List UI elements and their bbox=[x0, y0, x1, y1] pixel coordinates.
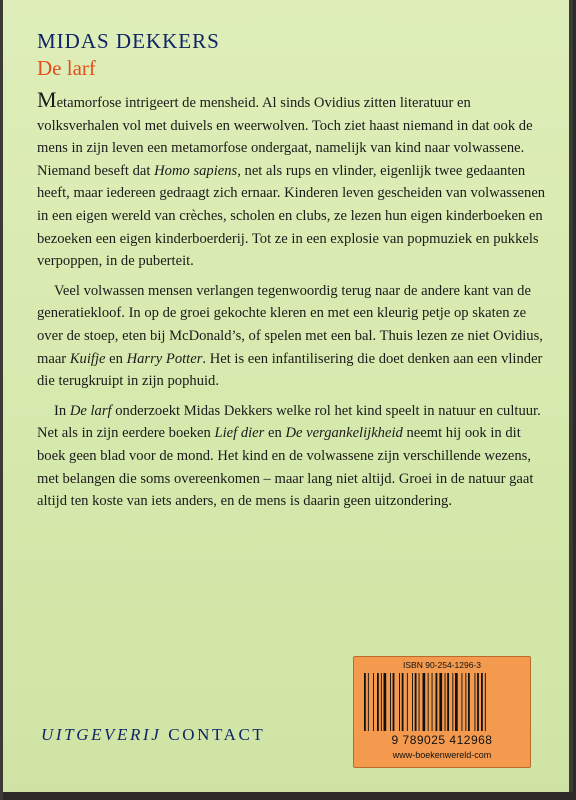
publisher-plain: CONTACT bbox=[168, 725, 266, 744]
barcode-bar bbox=[423, 673, 426, 731]
barcode-bar bbox=[364, 673, 366, 731]
barcode-bar bbox=[412, 673, 413, 731]
blurb-paragraph bbox=[37, 400, 549, 513]
text-run: onderzoekt Midas Dekkers welke rol het kind speelt in natuur en cultuur. Net als in zijn eerdere boeken bbox=[37, 402, 541, 442]
barcode-bar bbox=[381, 673, 382, 731]
barcode-bar bbox=[462, 673, 463, 731]
blurb-text bbox=[37, 87, 549, 520]
barcode-bar bbox=[485, 673, 486, 731]
barcode-bar bbox=[428, 673, 429, 731]
text-run: etamorfose intrigeert de mensheid. Al sinds Ovidius zitten literatuur en volksverhalen vol met duivels en weerwolven. Toch ziet haast niemand in dat ook de mens in zijn leven een metamorfose ondergaat, namelijk van kind naar volwassene. Niemand beseft dat bbox=[37, 95, 533, 179]
barcode-bar bbox=[436, 673, 438, 731]
barcode-digits: 9 789025 412968 bbox=[391, 733, 493, 747]
barcode-bar bbox=[402, 673, 404, 731]
text-run: en bbox=[264, 425, 286, 442]
blurb-paragraph bbox=[37, 280, 549, 393]
barcode-bar bbox=[399, 673, 400, 731]
barcode-bar bbox=[407, 673, 408, 731]
text-run: , net als rups en vlinder, eigenlijk twee gedaanten heeft, maar iedereen gedraagt zich ernaar. Kinderen leven gescheiden van volwassenen in een eigen wereld van crèches, scholen en clubs, ze lezen hun eigen kinderboeken en bezoeken een eigen kinderboerderij. Tot ze in een explosie van popmuziek en pukkels verpoppen, in de puberteit. bbox=[37, 162, 546, 270]
book-title: De larf bbox=[37, 56, 96, 80]
barcode-sticker bbox=[353, 656, 531, 768]
barcode-bar bbox=[447, 673, 449, 731]
barcode-bar bbox=[432, 673, 433, 731]
barcode-bar bbox=[377, 673, 379, 731]
author-name: MIDAS DEKKERS bbox=[37, 29, 220, 53]
barcode-bar bbox=[373, 673, 374, 731]
barcode-bar bbox=[393, 673, 395, 731]
text-run: In bbox=[54, 402, 70, 419]
barcode-bar bbox=[477, 673, 479, 731]
bookshop-url: www-boekenwereld-com bbox=[392, 750, 492, 760]
publisher-italic: UITGEVERIJ bbox=[41, 725, 162, 744]
text-run: . Het is een infantilisering die doet denken aan een vlinder die terugkruipt in zijn pophuid. bbox=[37, 350, 543, 390]
blurb-paragraph bbox=[37, 87, 549, 273]
barcode-bar bbox=[415, 673, 417, 731]
barcode-icon bbox=[362, 673, 522, 731]
barcode-bar bbox=[465, 673, 466, 731]
barcode-bar bbox=[475, 673, 476, 731]
barcode-bar bbox=[452, 673, 453, 731]
barcode-bar bbox=[445, 673, 446, 731]
drop-cap: M bbox=[37, 87, 57, 112]
barcode-bar bbox=[481, 673, 483, 731]
text-run: en bbox=[105, 350, 127, 367]
publisher-name bbox=[41, 725, 265, 745]
back-cover bbox=[3, 0, 573, 792]
text-run: Veel volwassen mensen verlangen tegenwoordig terug naar de andere kant van de generatiekloof. In op de groei gekochte kleren en met een kleurig petje op skaten ze over de stoep, eten bij McDonald’s, of spelen met een bal. Thuis lezen ze niet Ovidius, maar bbox=[37, 282, 543, 367]
italic-title-ref: De vergankelijkheid bbox=[285, 425, 403, 442]
italic-title-ref: Lief dier bbox=[214, 425, 265, 442]
barcode-bar bbox=[390, 673, 391, 731]
isbn-label: ISBN 90-254-1296-3 bbox=[403, 660, 481, 670]
barcode-bar bbox=[419, 673, 420, 731]
italic-title-ref: Kuifje bbox=[69, 350, 106, 367]
italic-title-ref: Homo sapiens bbox=[154, 162, 238, 179]
italic-title-ref: Harry Potter bbox=[126, 350, 203, 367]
barcode-bar bbox=[368, 673, 369, 731]
barcode-bar bbox=[384, 673, 387, 731]
text-run: neemt hij ook in dit boek geen blad voor de mond. Het kind en de volwassene zijn verschillende wezens, met belangen die soms overeenkomen – maar lang niet altijd. Groei in de natuur gaat altijd ten koste van iets anders, en de mens is daarin geen uitzondering. bbox=[37, 425, 534, 510]
italic-title-ref: De larf bbox=[69, 402, 112, 419]
barcode-bar bbox=[455, 673, 458, 731]
barcode-bar bbox=[468, 673, 470, 731]
barcode-bar bbox=[439, 673, 442, 731]
